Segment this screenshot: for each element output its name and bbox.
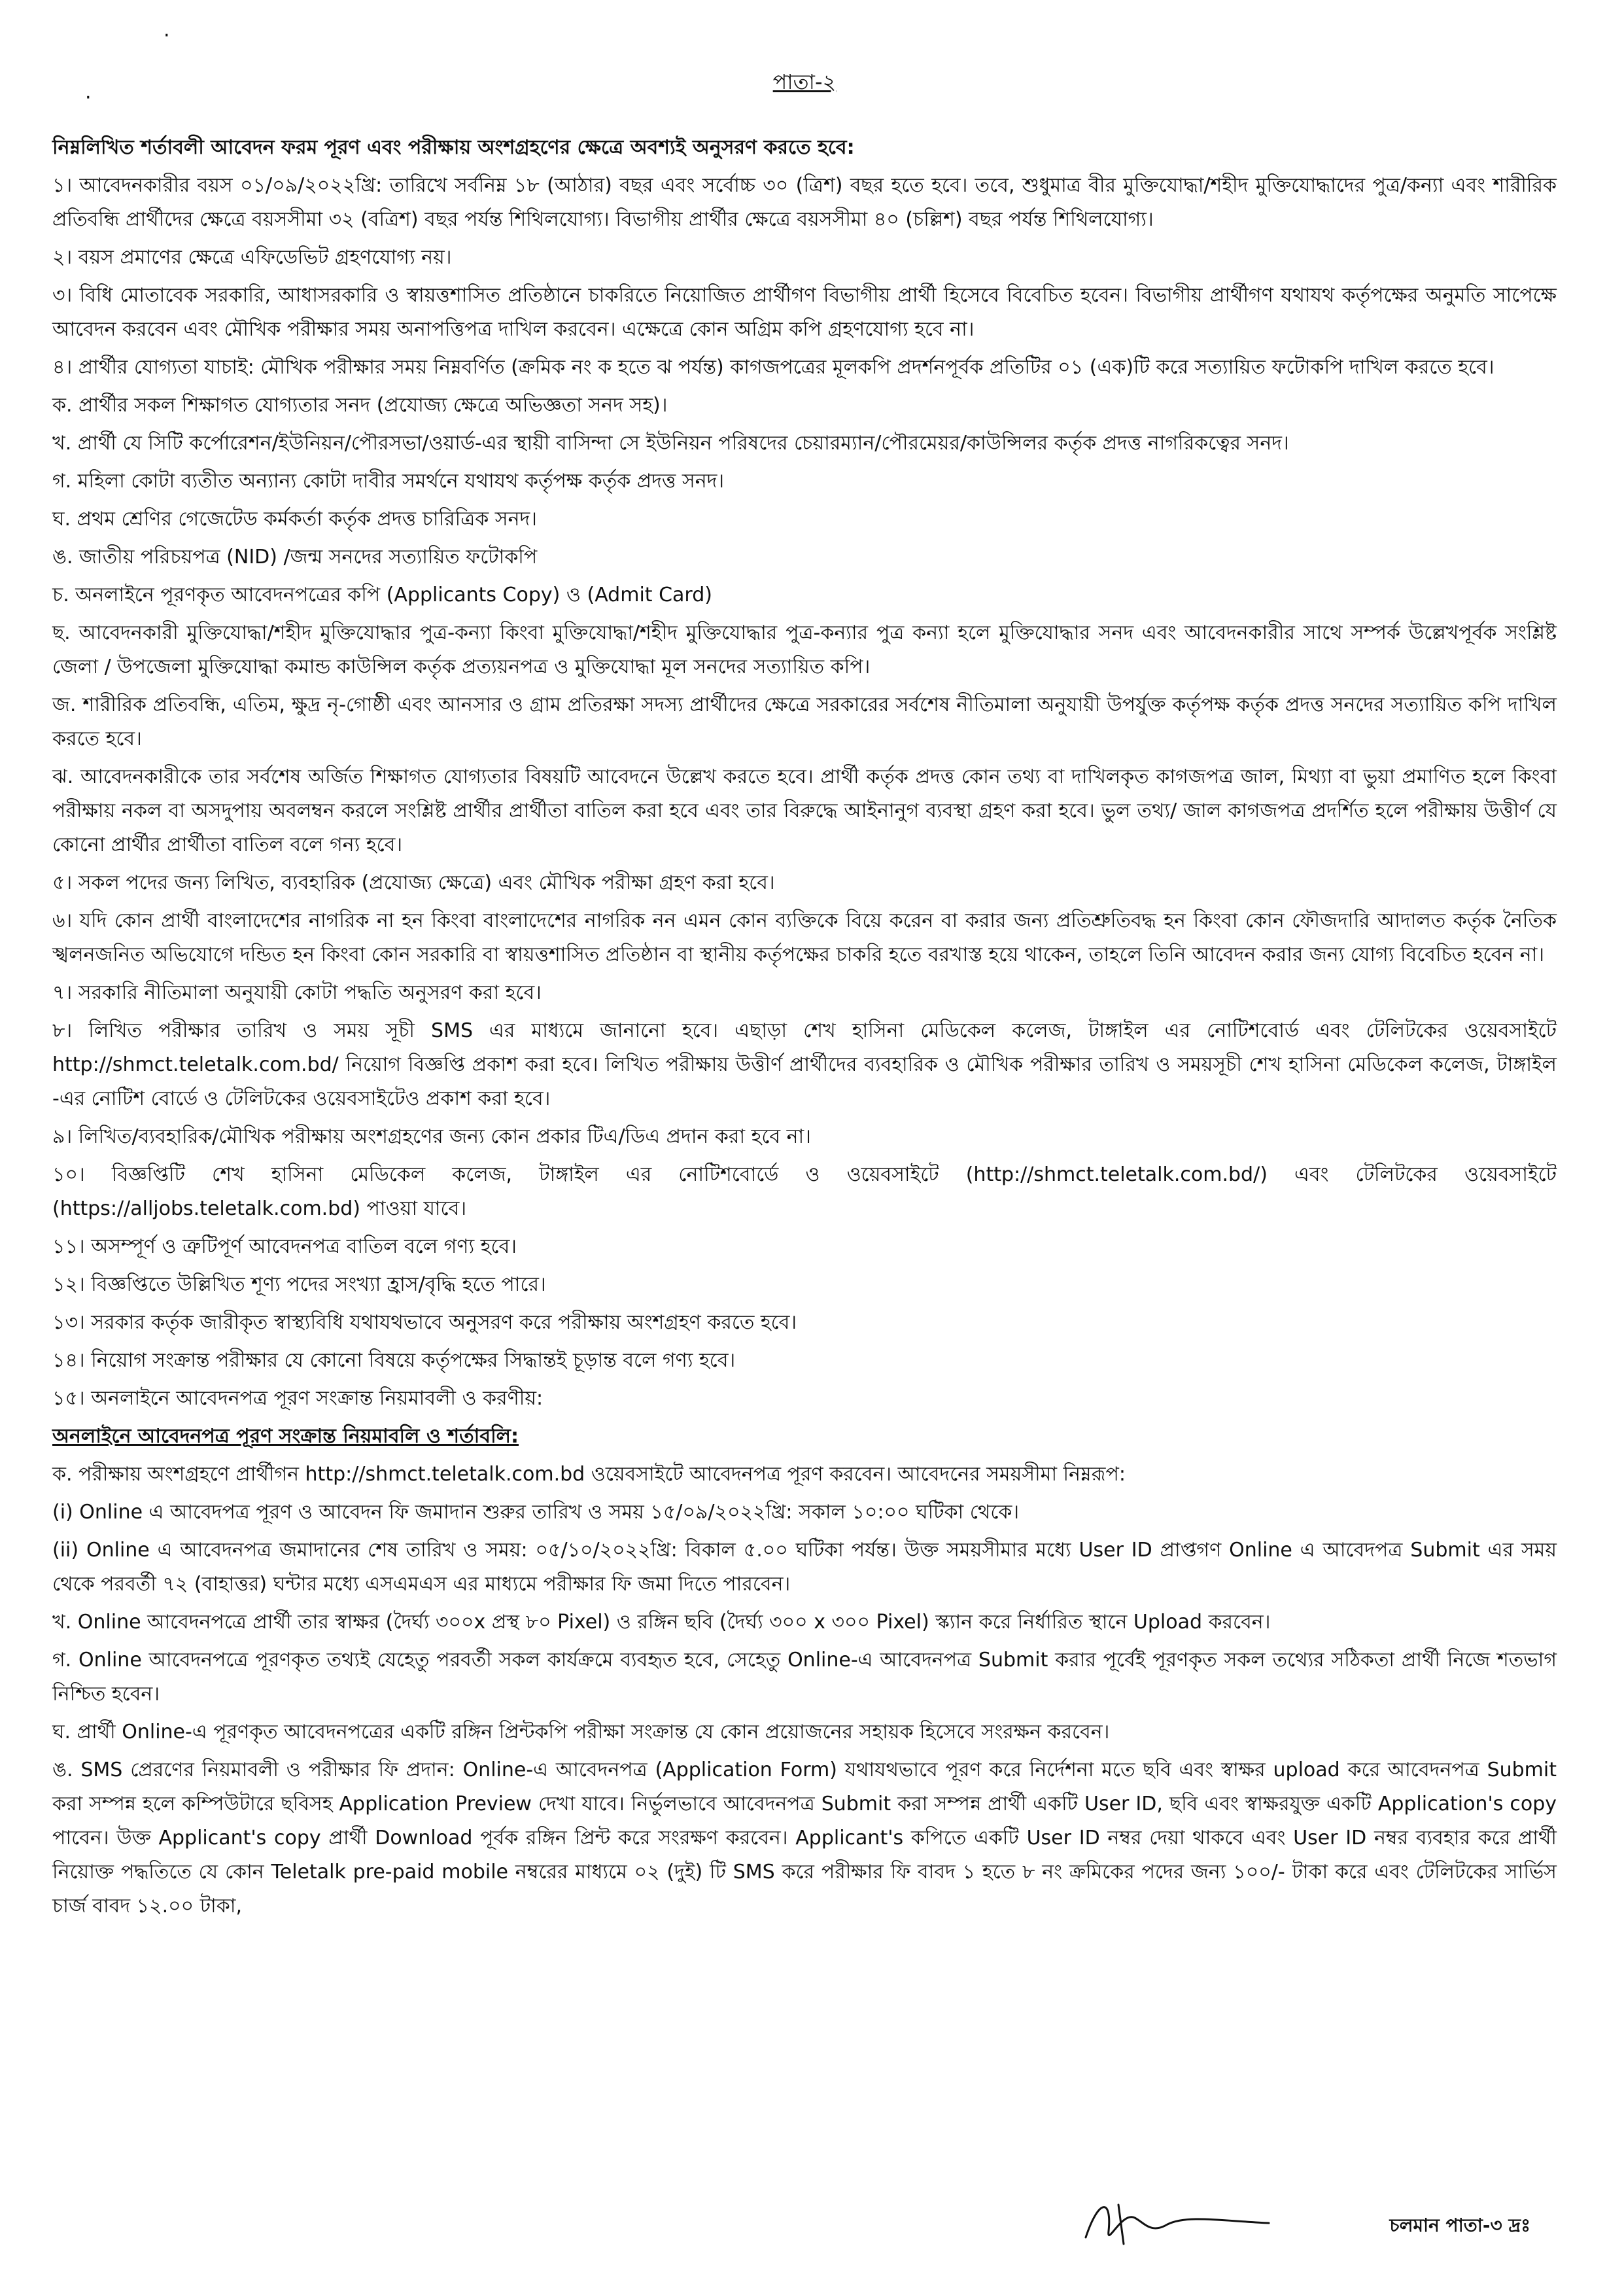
condition-14: ১৪। নিয়োগ সংক্রান্ত পরীক্ষার যে কোনো বিষয়ে কর্তৃপক্ষের সিদ্ধান্তই চূড়ান্ত বলে গণ্য হবে।	[52, 1349, 736, 1372]
online-rule-kha: খ. Online আবেদনপত্রে প্রার্থী তার স্বাক্ষর (দৈর্ঘ্য ৩০০x প্রস্থ ৮০ Pixel) ও রঙ্গিন ছবি (দৈর্ঘ্য ৩০০ x ৩০০ Pixel) স্ক্যান করে নির্ধারিত স্থানে Upload করবেন।	[52, 1611, 1271, 1634]
online-rule-gha: ঘ. প্রার্থী Online-এ পূরণকৃত আবেদনপত্রের একটি রঙ্গিন প্রিন্টকপি পরীক্ষা সংক্রান্ত যে কোন প্রয়োজনের সহায়ক হিসেবে সংরক্ষন করবেন।	[52, 1721, 1110, 1743]
signature-block	[1073, 2185, 1530, 2257]
online-rule-ii: (ii) Online এ আবেদনপত্র জমাদানের শেষ তারিখ ও সময়: ০৫/১০/২০২২খ্রি: বিকাল ৫.০০ ঘটিকা পর্যন্ত। উক্ত সময়সীমার মধ্যে User ID প্রাপ্তগণ Online এ আবেদপত্র Submit এর সময় থেকে পরবর্তী ৭২ (বাহাত্তর) ঘন্টার মধ্যে এসএমএস এর মাধ্যমে পরীক্ষার ফি জমা দিতে পারবেন।	[52, 1539, 1557, 1596]
continued-note: চলমান পাতা-৩ দ্রঃ	[1389, 2215, 1530, 2236]
condition-13: ১৩। সরকার কর্তৃক জারীকৃত স্বাস্থ্যবিধি যথাযথভাবে অনুসরণ করে পরীক্ষায় অংশগ্রহণ করতে হবে।	[52, 1311, 797, 1334]
condition-4-cha: চ. অনলাইনে পূরণকৃত আবেদনপত্রের কপি (Applicants Copy) ও (Admit Card)	[52, 584, 712, 606]
online-rule-ka: ক. পরীক্ষায় অংশগ্রহণে প্রার্থীগন http://shmct.teletalk.com.bd ওয়েবসাইটে আবেদনপত্র পূরণ করবেন। আবেদনের সময়সীমা নিম্নরূপ:	[52, 1463, 1126, 1486]
condition-4-jha: ঝ. আবেদনকারীকে তার সর্বশেষ অর্জিত শিক্ষাগত যোগ্যতার বিষয়টি আবেদনে উল্লেখ করতে হবে। প্রার্থী কর্তৃক প্রদত্ত কোন তথ্য বা দাখিলকৃত কাগজপত্র জাল, মিথ্যা বা ভুয়া প্রমাণিত হলে কিংবা পরীক্ষায় নকল বা অসদুপায় অবলম্বন করলে সংশ্লিষ্ট প্রার্থীর প্রার্থীতা বাতিল করা হবে এবং তার বিরুদ্ধে আইনানুগ ব্যবস্থা গ্রহণ করা হবে। ভুল তথ্য/ জাল কাগজপত্র প্রদর্শিত হলে পরীক্ষায় উত্তীর্ণ যে কোনো প্রার্থীর প্রার্থীতা বাতিল বলে গন্য হবে।	[52, 765, 1557, 856]
condition-2: ২। বয়স প্রমাণের ক্ষেত্রে এফিডেভিট গ্রহণযোগ্য নয়।	[52, 246, 452, 269]
condition-4-ka: ক. প্রার্থীর সকল শিক্ষাগত যোগ্যতার সনদ (প্রযোজ্য ক্ষেত্রে অভিজ্ঞতা সনদ সহ)।	[52, 394, 668, 417]
page-number: পাতা-২	[772, 69, 837, 94]
condition-8: ৮। লিখিত পরীক্ষার তারিখ ও সময় সূচী SMS এর মাধ্যমে জানানো হবে। এছাড়া শেখ হাসিনা মেডিকেল কলেজ, টাঙ্গাইল এর নোটিশবোর্ড এবং টেলিটকের ওয়েবসাইটে http://shmct.teletalk.com.bd/ নিয়োগ বিজ্ঞপ্তি প্রকাশ করা হবে। লিখিত পরীক্ষায় উত্তীর্ণ প্রার্থীদের ব্যবহারিক ও মৌখিক পরীক্ষার তারিখ ও সময়সূচী শেখ হাসিনা মেডিকেল কলেজ, টাঙ্গাইল -এর নোটিশ বোর্ডে ও টেলিটকের ওয়েবসাইটেও প্রকাশ করা হবে।	[52, 1019, 1557, 1110]
condition-3: ৩। বিধি মোতাবেক সরকারি, আধাসরকারি ও স্বায়ত্তশাসিত প্রতিষ্ঠানে চাকরিতে নিয়োজিত প্রার্থীগণ বিভাগীয় প্রার্থী হিসেবে বিবেচিত হবেন। বিভাগীয় প্রার্থীগণ যথাযথ কর্তৃপক্ষের অনুমতি সাপেক্ষে আবেদন করবেন এবং মৌখিক পরীক্ষার সময় অনাপত্তিপত্র দাখিল করবেন। এক্ষেত্রে কোন অগ্রিম কপি গ্রহণযোগ্য হবে না।	[52, 284, 1557, 341]
condition-5: ৫। সকল পদের জন্য লিখিত, ব্যবহারিক (প্রযোজ্য ক্ষেত্রে) এবং মৌখিক পরীক্ষা গ্রহণ করা হবে।	[52, 871, 775, 894]
ink-speck: ·	[85, 86, 92, 109]
online-rules-heading: অনলাইনে আবেদনপত্র পূরণ সংক্রান্ত নিয়মাবলি ও শর্তাবলি:	[52, 1425, 519, 1448]
condition-12: ১২। বিজ্ঞপ্তিতে উল্লিখিত শূণ্য পদের সংখ্যা হ্রাস/বৃদ্ধি হতে পারে।	[52, 1273, 546, 1296]
condition-15: ১৫। অনলাইনে আবেদনপত্র পূরণ সংক্রান্ত নিয়মাবলী ও করণীয়:	[52, 1387, 544, 1410]
condition-4-ga: গ. মহিলা কোটা ব্যতীত অন্যান্য কোটা দাবীর সমর্থনে যথাযথ কর্তৃপক্ষ কর্তৃক প্রদত্ত সনদ।	[52, 470, 725, 493]
document-body	[52, 131, 1557, 1927]
condition-9: ৯। লিখিত/ব্যবহারিক/মৌখিক পরীক্ষায় অংশগ্রহণের জন্য কোন প্রকার টিএ/ডিএ প্রদান করা হবে না।	[52, 1125, 811, 1148]
intro-heading: নিম্নলিখিত শর্তাবলী আবেদন ফরম পূরণ এবং পরীক্ষায় অংশগ্রহণের ক্ষেত্রে অবশ্যই অনুসরণ করতে হবে:	[52, 136, 855, 159]
condition-4-kha: খ. প্রার্থী যে সিটি কর্পোরেশন/ইউনিয়ন/পৌরসভা/ওয়ার্ড-এর স্থায়ী বাসিন্দা সে ইউনিয়ন পরিষদের চেয়ারম্যান/পৌরমেয়র/কাউন্সিলর কর্তৃক প্রদত্ত নাগরিকত্বের সনদ।	[52, 432, 1289, 455]
condition-4-chha: ছ. আবেদনকারী মুক্তিযোদ্ধা/শহীদ মুক্তিযোদ্ধার পুত্র-কন্যা কিংবা মুক্তিযোদ্ধা/শহীদ মুক্তিযোদ্ধার পুত্র-কন্যার পুত্র কন্যা হলে মুক্তিযোদ্ধার সনদ এবং আবেদনকারীর সাথে সম্পর্ক উল্লেখপূর্বক সংশ্লিষ্ট জেলা / উপজেলা মুক্তিযোদ্ধা কমান্ড কাউন্সিল কর্তৃক প্রত্যয়নপত্র ও মুক্তিযোদ্ধা মূল সনদের সত্যায়িত কপি।	[52, 622, 1557, 678]
handwritten-signature	[1073, 2185, 1282, 2257]
condition-4-uo: ঙ. জাতীয় পরিচয়পত্র (NID) /জন্ম সনদের সত্যায়িত ফটোকপি	[52, 546, 538, 569]
condition-4: ৪। প্রার্থীর যোগ্যতা যাচাই: মৌখিক পরীক্ষার সময় নিম্নবর্ণিত (ক্রমিক নং ক হতে ঝ পর্যন্ত) কাগজপত্রের মূলকপি প্রদর্শনপূর্বক প্রতিটির ০১ (এক)টি করে সত্যায়িত ফটোকপি দাখিল করতে হবে।	[52, 356, 1494, 379]
document-page	[52, 0, 1557, 2295]
condition-4-gha: ঘ. প্রথম শ্রেণির গেজেটেড কর্মকর্তা কর্তৃক প্রদত্ত চারিত্রিক সনদ।	[52, 508, 537, 531]
condition-1: ১। আবেদনকারীর বয়স ০১/০৯/২০২২খ্রি: তারিখে সর্বনিম্ন ১৮ (আঠার) বছর এবং সর্বোচ্চ ৩০ (ত্রিশ) বছর হতে হবে। তবে, শুধুমাত্র বীর মুক্তিযোদ্ধা/শহীদ মুক্তিযোদ্ধাদের পুত্র/কন্যা এবং শারীরিক প্রতিবন্ধি প্রার্থীদের ক্ষেত্রে বয়সসীমা ৩২ (বত্রিশ) বছর পর্যন্ত শিথিলযোগ্য। বিভাগীয় প্রার্থীর ক্ষেত্রে বয়সসীমা ৪০ (চল্লিশ) বছর পর্যন্ত শিথিলযোগ্য।	[52, 174, 1557, 231]
condition-6: ৬। যদি কোন প্রার্থী বাংলাদেশের নাগরিক না হন কিংবা বাংলাদেশের নাগরিক নন এমন কোন ব্যক্তিকে বিয়ে করেন বা করার জন্য প্রতিশ্রুতিবদ্ধ হন কিংবা কোন ফৌজদারি আদালত কর্তৃক নৈতিক স্খলনজনিত অভিযোগে দন্ডিত হন কিংবা কোন সরকারি বা স্বায়ত্তশাসিত প্রতিষ্ঠান বা স্থানীয় কর্তৃপক্ষের চাকরি হতে বরখাস্ত হয়ে থাকেন, তাহলে তিনি আবেদন করার জন্য যোগ্য বিবেচিত হবেন না।	[52, 909, 1557, 966]
online-rule-ga: গ. Online আবেদনপত্রে পূরণকৃত তথ্যই যেহেতু পরবর্তী সকল কার্যক্রমে ব্যবহৃত হবে, সেহেতু Online-এ আবেদনপত্র Submit করার পূর্বেই পূরণকৃত সকল তথ্যের সঠিকতা প্রার্থী নিজে শতভাগ নিশ্চিত হবেন।	[52, 1649, 1557, 1706]
online-rule-i: (i) Online এ আবেদপত্র পূরণ ও আবেদন ফি জমাদান শুরুর তারিখ ও সময় ১৫/০৯/২০২২খ্রি: সকাল ১০:০০ ঘটিকা থেকে।	[52, 1501, 1020, 1524]
condition-10: ১০। বিজ্ঞপ্তিটি শেখ হাসিনা মেডিকেল কলেজ, টাঙ্গাইল এর নোটিশবোর্ডে ও ওয়েবসাইটে (http://shmct.teletalk.com.bd/) এবং টেলিটকের ওয়েবসাইটে (https://alljobs.teletalk.com.bd) পাওয়া যাবে।	[52, 1163, 1557, 1220]
ink-speck: ·	[164, 24, 170, 47]
condition-7: ৭। সরকারি নীতিমালা অনুযায়ী কোটা পদ্ধতি অনুসরণ করা হবে।	[52, 981, 542, 1004]
condition-4-ja: জ. শারীরিক প্রতিবন্ধি, এতিম, ক্ষুদ্র নৃ-গোষ্ঠী এবং আনসার ও গ্রাম প্রতিরক্ষা সদস্য প্রার্থীদের ক্ষেত্রে সরকারের সর্বশেষ নীতিমালা অনুযায়ী উপর্যুক্ত কর্তৃপক্ষ কর্তৃক প্রদত্ত সনদের সত্যায়িত কপি দাখিল করতে হবে।	[52, 693, 1557, 750]
condition-11: ১১। অসম্পূর্ণ ও ত্রুটিপূর্ণ আবেদনপত্র বাতিল বলে গণ্য হবে।	[52, 1235, 517, 1258]
online-rule-uo: ঙ. SMS প্রেরণের নিয়মাবলী ও পরীক্ষার ফি প্রদান: Online-এ আবেদনপত্র (Application Form) যথাযথভাবে পূরণ করে নির্দেশনা মতে ছবি এবং স্বাক্ষর upload করে আবেদনপত্র Submit করা সম্পন্ন হলে কম্পিউটারে ছবিসহ Application Preview দেখা যাবে। নির্ভুলভাবে আবেদনপত্র Submit করা সম্পন্ন প্রার্থী একটি User ID, ছবি এবং স্বাক্ষরযুক্ত একটি Application's copy পাবেন। উক্ত Applicant's copy প্রার্থী Download পূর্বক রঙ্গিন প্রিন্ট করে সংরক্ষণ করবেন। Applicant's কপিতে একটি User ID নম্বর দেয়া থাকবে এবং User ID নম্বর ব্যবহার করে প্রার্থী নিয়োক্ত পদ্ধতিতে যে কোন Teletalk pre-paid mobile নম্বরের মাধ্যমে ০২ (দুই) টি SMS করে পরীক্ষার ফি বাবদ ১ হতে ৮ নং ক্রমিকের পদের জন্য ১০০/- টাকা করে এবং টেলিটকের সার্ভিস চার্জ বাবদ ১২.০০ টাকা,	[52, 1759, 1557, 1918]
